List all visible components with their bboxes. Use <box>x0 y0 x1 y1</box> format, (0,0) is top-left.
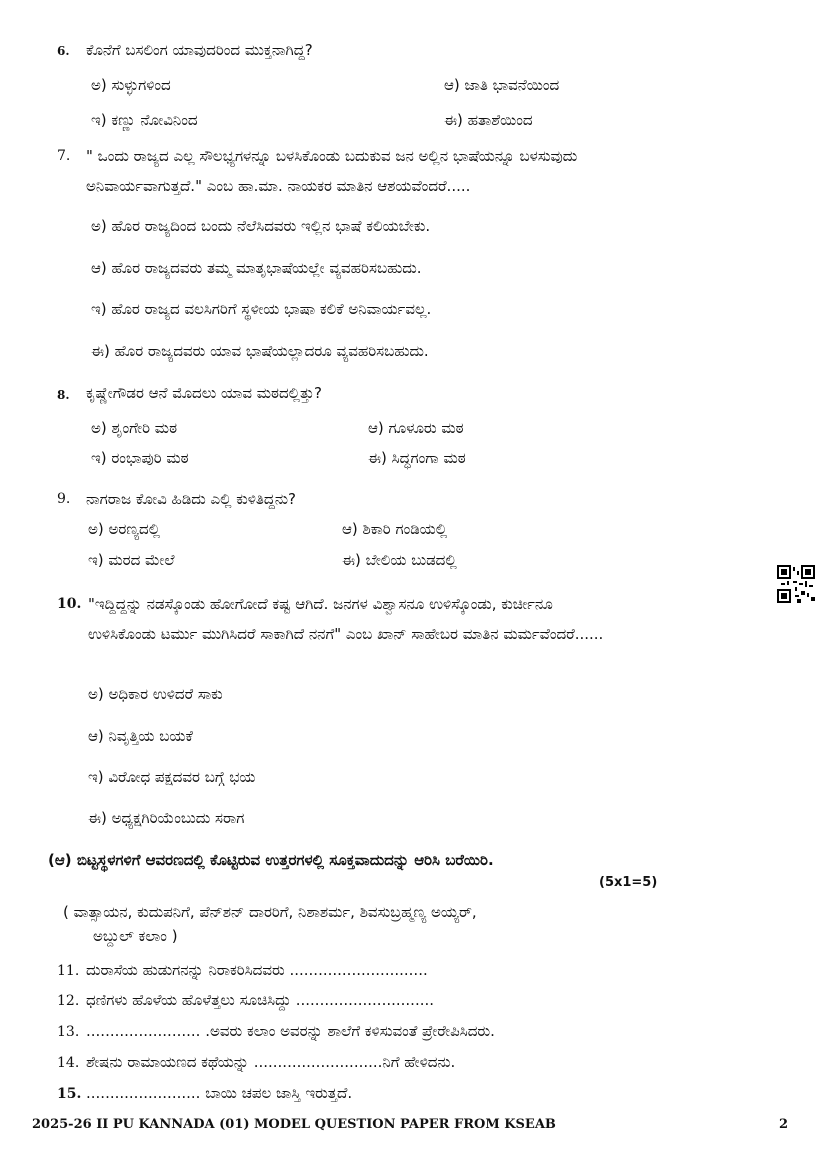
option-aa: ಆ) ಹೊರ ರಾಜ್ಯದವರು ತಮ್ಮ ಮಾತೃಭಾಷೆಯಲ್ಲೇ ವ್ಯವಹರಿಸಬಹುದು. <box>91 259 422 277</box>
qr-code-icon <box>777 565 815 603</box>
option-i: ಇ) ಮರದ ಮೇಲೆ <box>88 551 175 569</box>
option-ee: ಈ) ಬೇಲಿಯ ಬುಡದಲ್ಲಿ <box>342 551 457 569</box>
question-number: 9. <box>57 491 71 507</box>
question-text: ಕೃಷ್ಣೇಗೌಡರ ಆನೆ ಮೊದಲು ಯಾವ ಮಠದಲ್ಲಿತ್ತು? <box>86 384 322 402</box>
question-number: 15. <box>57 1086 82 1102</box>
question-number: 7. <box>57 148 71 164</box>
fill-blank-question: ........................ .ಅವರು ಕಲಾಂ ಅವರನ್ನು ಶಾಲೆಗೆ ಕಳಿಸುವಂತೆ ಪ್ರೇರೇಪಿಸಿದರು. <box>86 1022 495 1040</box>
option-a: ಅ) ಅಧಿಕಾರ ಉಳಿದರೆ ಸಾಕು <box>88 685 223 703</box>
question-number: 6. <box>57 44 70 58</box>
question-number: 11. <box>57 963 80 979</box>
option-aa: ಆ) ನಿವೃತ್ತಿಯ ಬಯಕೆ <box>88 727 193 745</box>
fill-blank-question: ಶೇಷನು ರಾಮಾಯಣದ ಕಥೆಯನ್ನು ...........................ನಿಗೆ ಹೇಳಿದನು. <box>86 1053 456 1071</box>
question-number: 8. <box>57 388 70 402</box>
question-number: 13. <box>57 1024 80 1040</box>
section-marks: (5x1=5) <box>599 875 658 890</box>
fill-blank-question: ........................ ಬಾಯಿ ಚಪಲ ಜಾಸ್ತಿ ಇರುತ್ತದೆ. <box>86 1084 353 1102</box>
question-text: ನಾಗರಾಜ ಕೋವಿ ಹಿಡಿದು ಎಲ್ಲಿ ಕುಳಿತಿದ್ದನು? <box>86 490 297 508</box>
option-ee: ಈ) ಅಧ್ಯಕ್ಷಗಿರಿಯೆಂಬುದು ಸರಾಗ <box>88 809 245 827</box>
question-number: 14. <box>57 1055 80 1071</box>
question-number: 12. <box>57 993 80 1009</box>
option-i: ಇ) ಹೊರ ರಾಜ್ಯದ ವಲಸಿಗರಿಗೆ ಸ್ಥಳೀಯ ಭಾಷಾ ಕಲಿಕೆ ಅನಿವಾರ್ಯವಲ್ಲ. <box>91 300 432 318</box>
question-text: ಕೊನೆಗೆ ಬಸಲಿಂಗ ಯಾವುದರಿಂದ ಮುಕ್ತನಾಗಿದ್ದ? <box>86 41 313 59</box>
option-a: ಅ) ಹೊರ ರಾಜ್ಯದಿಂದ ಬಂದು ನೆಲೆಸಿದವರು ಇಲ್ಲಿನ ಭಾಷೆ ಕಲಿಯಬೇಕು. <box>91 217 431 235</box>
option-i: ಇ) ಕಣ್ಣು ನೋವಿನಿಂದ <box>91 111 198 129</box>
word-bank-line-1: ( ವಾತ್ಸಾಯನ, ಕುದುಪನಿಗೆ, ಪೆನ್‌ಶನ್ ದಾರರಿಗೆ, ನಿಶಾಶರ್ಮ, ಶಿವಸುಬ್ರಹ್ಮಣ್ಯ ಅಯ್ಯರ್, <box>63 903 477 921</box>
option-aa: ಆ) ಶಿಕಾರಿ ಗಂಡಿಯಲ್ಲಿ <box>342 520 448 538</box>
page-number: 2 <box>779 1117 789 1132</box>
fill-blank-question: ಧಣಿಗಳು ಹೊಳೆಯ ಹೊಳೆತ್ತಲು ಸೂಚಿಸಿದ್ದು ............................. <box>86 991 435 1009</box>
option-i: ಇ) ರಂಭಾಪುರಿ ಮಠ <box>91 449 189 467</box>
question-text-line-1: " ಒಂದು ರಾಜ್ಯದ ಎಲ್ಲ ಸೌಲಭ್ಯಗಳನ್ನೂ ಬಳಸಿಕೊಂಡು ಬದುಕುವ ಜನ ಅಲ್ಲಿನ ಭಾಷೆಯನ್ನೂ ಬಳಸುವುದು <box>86 147 578 165</box>
question-text-line-2: ಅನಿವಾರ್ಯವಾಗುತ್ತದೆ." ಎಂಬ ಹಾ.ಮಾ. ನಾಯಕರ ಮಾತಿನ ಆಶಯವೆಂದರೆ..... <box>86 177 471 195</box>
option-ee: ಈ) ಸಿದ್ಧಗಂಗಾ ಮಠ <box>368 449 466 467</box>
question-number: 10. <box>57 596 82 612</box>
footer-title: 2025-26 II PU KANNADA (01) MODEL QUESTION PAPER FROM KSEAB <box>32 1117 556 1132</box>
option-ee: ಈ) ಹತಾಶೆಯಿಂದ <box>444 111 533 129</box>
section-heading: (ಆ) ಬಿಟ್ಟಸ್ಥಳಗಳಿಗೆ ಆವರಣದಲ್ಲಿ ಕೊಟ್ಟಿರುವ ಉತ್ತರಗಳಲ್ಲಿ ಸೂಕ್ತವಾದುದನ್ನು ಆರಿಸಿ ಬರೆಯಿರಿ. <box>48 851 494 869</box>
option-aa: ಆ) ಜಾತಿ ಭಾವನೆಯಿಂದ <box>444 76 560 94</box>
word-bank-line-2: ಅಬ್ದುಲ್ ಕಲಾಂ ) <box>93 927 178 945</box>
option-i: ಇ) ವಿರೋಧ ಪಕ್ಷದವರ ಬಗ್ಗೆ ಭಯ <box>88 768 256 786</box>
option-a: ಅ) ಶೃಂಗೇರಿ ಮಠ <box>91 419 178 437</box>
option-a: ಅ) ಸುಳ್ಳುಗಳಿಂದ <box>91 76 171 94</box>
fill-blank-question: ದುರಾಸೆಯ ಹುಡುಗನನ್ನು ನಿರಾಕರಿಸಿದವರು ............................. <box>86 961 428 979</box>
option-a: ಅ) ಅರಣ್ಯದಲ್ಲಿ <box>88 520 161 538</box>
option-aa: ಆ) ಗೂಳೂರು ಮಠ <box>368 419 464 437</box>
question-text-line-2: ಉಳಿಸಿಕೊಂಡು ಟರ್ಮು ಮುಗಿಸಿದರೆ ಸಾಕಾಗಿದೆ ನನಗೆ" ಎಂಬ ಖಾನ್ ಸಾಹೇಬರ ಮಾತಿನ ಮರ್ಮವೆಂದರೆ...... <box>88 625 604 643</box>
option-ee: ಈ) ಹೊರ ರಾಜ್ಯದವರು ಯಾವ ಭಾಷೆಯಲ್ಲಾದರೂ ವ್ಯವಹರಿಸಬಹುದು. <box>91 342 429 360</box>
question-text-line-1: "ಇದ್ದಿದ್ದನ್ನು ನಡಸ್ಕೊಂಡು ಹೋಗೋದೆ ಕಷ್ಟ ಆಗಿದೆ. ಜನಗಳ ವಿಶ್ವಾಸನೂ ಉಳಿಸ್ಕೊಂಡು, ಕುರ್ಚೀನೂ <box>88 595 553 613</box>
